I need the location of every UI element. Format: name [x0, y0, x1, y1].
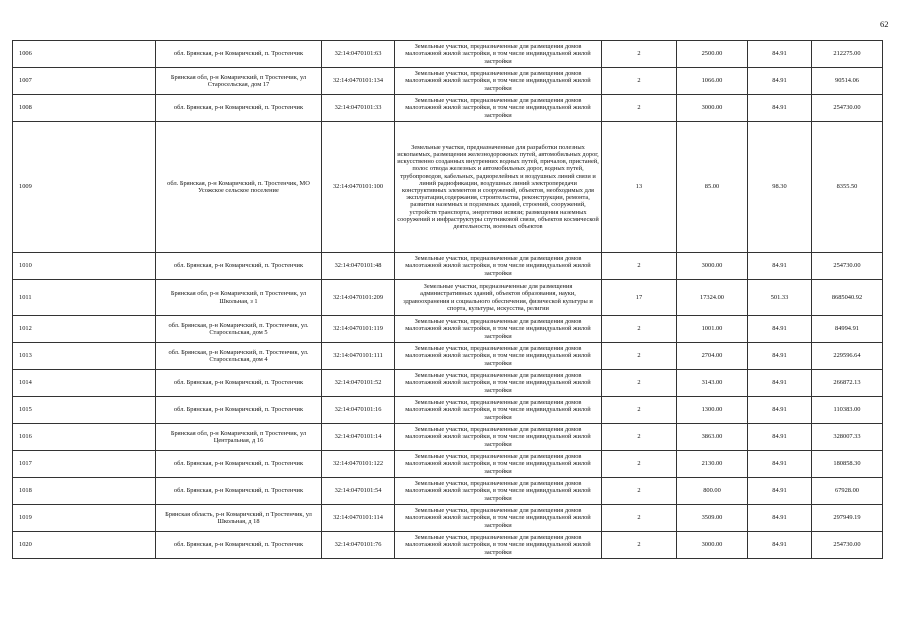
- area-cell: 3509.00: [677, 505, 748, 532]
- cadastral-value-cell: 90514.06: [812, 68, 883, 95]
- area-cell: 2704.00: [677, 343, 748, 370]
- group-cell: 2: [602, 424, 677, 451]
- cadastral-number-cell: 32:14:0470101:119: [322, 316, 395, 343]
- specific-value-cell: 84.91: [748, 505, 812, 532]
- row-number: 1012: [13, 316, 156, 343]
- table-row: [13, 95, 883, 122]
- table-row: [13, 316, 883, 343]
- specific-value-cell: 84.91: [748, 397, 812, 424]
- address-cell: Брянская обл, р-н Комаричский, п Тростенчик, ул Старосельская, дом 17: [156, 68, 322, 95]
- specific-value-cell: 84.91: [748, 343, 812, 370]
- area-cell: 3863.00: [677, 424, 748, 451]
- cadastral-value-cell: 212275.00: [812, 41, 883, 68]
- area-cell: 2500.00: [677, 41, 748, 68]
- land-use-cell: Земельные участки, предназначенные для размещения административных зданий, объектов образования, науки, здравоохранения и социального обеспечения, физической культуры и спорта, культуры, искусства, религии: [395, 280, 602, 316]
- specific-value-cell: 84.91: [748, 41, 812, 68]
- cadastral-number-cell: 32:14:0470101:100: [322, 122, 395, 253]
- area-cell: 17324.00: [677, 280, 748, 316]
- group-cell: 2: [602, 370, 677, 397]
- row-number: 1020: [13, 532, 156, 559]
- cadastral-value-cell: 328007.33: [812, 424, 883, 451]
- address-cell: обл. Брянская, р-н Комаричский, п. Тростенчик, МО Усожское сельское поселение: [156, 122, 322, 253]
- area-cell: 3000.00: [677, 95, 748, 122]
- land-use-cell: Земельные участки, предназначенные для разработки полезных ископаемых, размещения железнодорожных путей, автомобильных дорог, искусственно созданных внутренних водных путей, причалов, пристаней, полос отвода железных и автомобильных дорог, водных путей, трубопроводов, кабельных, радиорелейных и воздушных линий связи и линий радиофикации, воздушных линий электропередачи конструктивных элементов и сооружений, объектов, необходимых для эксплуатации,содержания, строительства, реконструкции, ремонта, развития наземных и подземных зданий, строений, сооружений, устройств транспорта, энергетики исвязи; размещения наземных сооружений и инфраструктуры спутниковой связи, объектов космической деятельности, военных объектов: [395, 122, 602, 253]
- row-number: 1008: [13, 95, 156, 122]
- area-cell: 1066.00: [677, 68, 748, 95]
- row-number: 1007: [13, 68, 156, 95]
- land-use-cell: Земельные участки, предназначенные для размещения домов малоэтажной жилой застройки, в том числе индивидуальной жилой застройки: [395, 370, 602, 397]
- specific-value-cell: 84.91: [748, 478, 812, 505]
- cadastral-number-cell: 32:14:0470101:54: [322, 478, 395, 505]
- land-use-cell: Земельные участки, предназначенные для размещения домов малоэтажной жилой застройки, в том числе индивидуальной жилой застройки: [395, 478, 602, 505]
- cadastral-number-cell: 32:14:0470101:134: [322, 68, 395, 95]
- land-use-cell: Земельные участки, предназначенные для размещения домов малоэтажной жилой застройки, в том числе индивидуальной жилой застройки: [395, 316, 602, 343]
- group-cell: 2: [602, 253, 677, 280]
- address-cell: обл. Брянская, р-н Комаричский, п. Тростенчик: [156, 451, 322, 478]
- address-cell: Брянская обл, р-н Комаричский, п Тростенчик, ул Школьная, з 1: [156, 280, 322, 316]
- cadastral-value-cell: 180858.30: [812, 451, 883, 478]
- row-number: 1016: [13, 424, 156, 451]
- table-row: [13, 280, 883, 316]
- land-use-cell: Земельные участки, предназначенные для размещения домов малоэтажной жилой застройки, в том числе индивидуальной жилой застройки: [395, 424, 602, 451]
- address-cell: обл. Брянская, р-н Комаричский, п. Тростенчик: [156, 95, 322, 122]
- land-use-cell: Земельные участки, предназначенные для размещения домов малоэтажной жилой застройки, в том числе индивидуальной жилой застройки: [395, 253, 602, 280]
- area-cell: 3143.00: [677, 370, 748, 397]
- row-number: 1006: [13, 41, 156, 68]
- cadastral-number-cell: 32:14:0470101:114: [322, 505, 395, 532]
- group-cell: 2: [602, 478, 677, 505]
- area-cell: 85.00: [677, 122, 748, 253]
- table-row: [13, 253, 883, 280]
- specific-value-cell: 84.91: [748, 316, 812, 343]
- specific-value-cell: 84.91: [748, 95, 812, 122]
- land-use-cell: Земельные участки, предназначенные для размещения домов малоэтажной жилой застройки, в том числе индивидуальной жилой застройки: [395, 343, 602, 370]
- cadastral-value-cell: 229596.64: [812, 343, 883, 370]
- group-cell: 13: [602, 122, 677, 253]
- row-number: 1011: [13, 280, 156, 316]
- specific-value-cell: 84.91: [748, 451, 812, 478]
- table-row: [13, 424, 883, 451]
- land-use-cell: Земельные участки, предназначенные для размещения домов малоэтажной жилой застройки, в том числе индивидуальной жилой застройки: [395, 532, 602, 559]
- address-cell: обл. Брянская, р-н Комаричский, п. Тростенчик: [156, 478, 322, 505]
- cadastral-number-cell: 32:14:0470101:63: [322, 41, 395, 68]
- land-use-cell: Земельные участки, предназначенные для размещения домов малоэтажной жилой застройки, в том числе индивидуальной жилой застройки: [395, 397, 602, 424]
- area-cell: 1300.00: [677, 397, 748, 424]
- land-use-cell: Земельные участки, предназначенные для размещения домов малоэтажной жилой застройки, в том числе индивидуальной жилой застройки: [395, 451, 602, 478]
- address-cell: Брянская обл, р-н Комаричский, п Тростенчик, ул Центральная, д 16: [156, 424, 322, 451]
- address-cell: обл. Брянская, р-н Комаричский, п. Тростенчик: [156, 41, 322, 68]
- row-number: 1010: [13, 253, 156, 280]
- address-cell: обл. Брянская, р-н Комаричский, п. Тростенчик, ул. Старосельская, дом 4: [156, 343, 322, 370]
- row-number: 1017: [13, 451, 156, 478]
- row-number: 1015: [13, 397, 156, 424]
- group-cell: 2: [602, 397, 677, 424]
- area-cell: 3000.00: [677, 532, 748, 559]
- address-cell: обл. Брянская, р-н Комаричский, п. Тростенчик, ул. Старосельская, дом 5: [156, 316, 322, 343]
- cadastral-number-cell: 32:14:0470101:52: [322, 370, 395, 397]
- table-row: [13, 41, 883, 68]
- address-cell: обл. Брянская, р-н Комаричский, п. Тростенчик: [156, 397, 322, 424]
- table-row: [13, 68, 883, 95]
- land-use-cell: Земельные участки, предназначенные для размещения домов малоэтажной жилой застройки, в том числе индивидуальной жилой застройки: [395, 41, 602, 68]
- cadastral-number-cell: 32:14:0470101:48: [322, 253, 395, 280]
- specific-value-cell: 84.91: [748, 370, 812, 397]
- land-use-cell: Земельные участки, предназначенные для размещения домов малоэтажной жилой застройки, в том числе индивидуальной жилой застройки: [395, 505, 602, 532]
- row-number: 1013: [13, 343, 156, 370]
- specific-value-cell: 84.91: [748, 68, 812, 95]
- table-row: [13, 122, 883, 253]
- cadastral-number-cell: 32:14:0470101:111: [322, 343, 395, 370]
- page-number: 62: [880, 19, 889, 29]
- row-number: 1019: [13, 505, 156, 532]
- specific-value-cell: 84.91: [748, 532, 812, 559]
- specific-value-cell: 501.33: [748, 280, 812, 316]
- table-row: [13, 451, 883, 478]
- table-row: [13, 397, 883, 424]
- group-cell: 2: [602, 95, 677, 122]
- specific-value-cell: 84.91: [748, 253, 812, 280]
- cadastral-number-cell: 32:14:0470101:122: [322, 451, 395, 478]
- area-cell: 800.00: [677, 478, 748, 505]
- area-cell: 1001.00: [677, 316, 748, 343]
- cadastral-value-cell: 67928.00: [812, 478, 883, 505]
- cadastral-value-cell: 254730.00: [812, 253, 883, 280]
- group-cell: 2: [602, 316, 677, 343]
- area-cell: 2130.00: [677, 451, 748, 478]
- table-row: [13, 505, 883, 532]
- table-row: [13, 370, 883, 397]
- address-cell: обл. Брянская, р-н Комаричский, п. Тростенчик: [156, 253, 322, 280]
- address-cell: обл. Брянская, р-н Комаричский, п. Тростенчик: [156, 370, 322, 397]
- cadastral-number-cell: 32:14:0470101:76: [322, 532, 395, 559]
- group-cell: 17: [602, 280, 677, 316]
- cadastral-value-cell: 266872.13: [812, 370, 883, 397]
- group-cell: 2: [602, 41, 677, 68]
- cadastral-value-cell: 254730.00: [812, 95, 883, 122]
- land-use-cell: Земельные участки, предназначенные для размещения домов малоэтажной жилой застройки, в том числе индивидуальной жилой застройки: [395, 68, 602, 95]
- land-use-cell: Земельные участки, предназначенные для размещения домов малоэтажной жилой застройки, в том числе индивидуальной жилой застройки: [395, 95, 602, 122]
- cadastral-value-cell: 254730.00: [812, 532, 883, 559]
- row-number: 1009: [13, 122, 156, 253]
- cadastral-number-cell: 32:14:0470101:16: [322, 397, 395, 424]
- group-cell: 2: [602, 451, 677, 478]
- cadastral-number-cell: 32:14:0470101:33: [322, 95, 395, 122]
- row-number: 1014: [13, 370, 156, 397]
- specific-value-cell: 84.91: [748, 424, 812, 451]
- address-cell: обл. Брянская, р-н Комаричский, п. Тростенчик: [156, 532, 322, 559]
- area-cell: 3000.00: [677, 253, 748, 280]
- cadastral-value-cell: 110383.00: [812, 397, 883, 424]
- group-cell: 2: [602, 68, 677, 95]
- cadastral-number-cell: 32:14:0470101:14: [322, 424, 395, 451]
- cadastral-value-cell: 297949.19: [812, 505, 883, 532]
- group-cell: 2: [602, 532, 677, 559]
- specific-value-cell: 98.30: [748, 122, 812, 253]
- table-row: [13, 478, 883, 505]
- group-cell: 2: [602, 505, 677, 532]
- cadastral-number-cell: 32:14:0470101:209: [322, 280, 395, 316]
- cadastral-value-cell: 8355.50: [812, 122, 883, 253]
- group-cell: 2: [602, 343, 677, 370]
- cadastral-value-table: [12, 40, 883, 559]
- cadastral-value-cell: 8685040.92: [812, 280, 883, 316]
- cadastral-value-cell: 84994.91: [812, 316, 883, 343]
- table-row: [13, 532, 883, 559]
- row-number: 1018: [13, 478, 156, 505]
- address-cell: Брянская область, р-н Комаричский, п Тростенчик, ул Школьная, д 18: [156, 505, 322, 532]
- table-row: [13, 343, 883, 370]
